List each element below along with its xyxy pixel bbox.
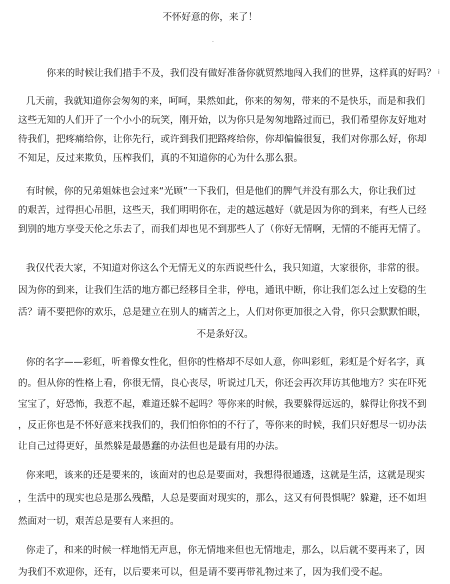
text-line: ，反正你也是不怀好意来找我们的，我们怕你怕的不行了，等你来的时候，我们只好想尽一切办法 xyxy=(18,420,427,431)
text-line: 的艰苦，过得担心吊胆，这些天，我们明明你在，走的越远越好（就是因为你的到来，有些人已经 xyxy=(18,205,427,216)
text-line: 让自己过得更好，虽然躲是最愚蠢的办法但也是最有用的办法。 xyxy=(18,441,285,452)
text-line: 你走了，和来的时候一样地悄无声息，你无情地来但也无情地走，那么，以后就不要再来了，因 xyxy=(26,545,426,556)
text-line: 这些无知的人们开了一个小小的玩笑，刚开始，以为你只是匆匆地路过而已，我们希望你友好地对 xyxy=(18,115,427,126)
text-line: 为我们不欢迎你，还有，以后要来可以，但是请不要再带礼物过来了，因为我们受不起。 xyxy=(18,567,389,578)
text-line: 活？请不要把你的欢乐，总是建立在别人的痛苦之上，人们对你更加很之入骨，你只会默默怕眼， xyxy=(18,307,427,318)
text-line: 宝宝了，好恐怖，我惹不起，难道还躲不起吗？等你来的时候，我要躲得远远的，躲得让你找不到 xyxy=(18,399,427,410)
text-line: 待我们，把疼痛给你，让你先行，或许到我们把路疼给你，你却偏偏很复，我们对你那么好，你却 xyxy=(18,134,427,145)
text-line: 的。但从你的性格上看，你很无情，良心丧尽，听说过几天，你还会再次拜访其他地方？实在吓死 xyxy=(18,378,427,389)
text-line: 几天前，我就知道你会匆匆的来，呵呵，果然如此，你来的匆匆，带来的不是快乐，而是和我们 xyxy=(26,96,426,107)
text-line: 你的名字——彩虹，听着像女性化，但你的性格却不尽如人意，你叫彩虹，彩虹是个好名字，真 xyxy=(26,357,426,368)
text-line: 因为你的到来，让我们生活的地方都已经移目全非，停电，通讯中断，你让我们怎么过上安稳的生 xyxy=(18,285,427,296)
document-title: 不怀好意的你，来了！ xyxy=(162,12,258,23)
text-line: 不知足，反过来欺负，压榨我们，真的不知道你的心为什么那么狠。 xyxy=(18,153,304,164)
paragraph-mark: . xyxy=(212,37,214,44)
paragraph-1: 你来的时候让我们措手不及，我们没有做好准备你就贸然地闯入我们的世界，这样真的好吗？ xyxy=(46,68,436,79)
text-line: 我仅代表大家，不知道对你这么个无情无义的东西说些什么，我只知道，大家很你，非常的很。 xyxy=(26,263,426,274)
text-line: 有时候，你的兄弟姐妹也会过来“光顾”一下我们，但是他们的脾气并没有那么大，你让我们过 xyxy=(26,186,416,197)
text-line: ，生活中的现实也总是那么残酷，人总是要面对现实的，那么，这又有何畏惧呢？躲避，还不如坦 xyxy=(18,493,427,504)
text-line: 然面对一切，艰苦总是要有人来担的。 xyxy=(18,516,180,527)
text-line: 到别的地方享受天伦之乐去了，而我们却也见不到那些人了（你好无情啊，无情的不能再无情了。 xyxy=(18,224,427,235)
text-line: 你来吧，该来的还是要来的，该面对的也总是要面对，我想得很通透，这就是生活，这就是现实 xyxy=(26,470,426,481)
paragraph-4-end: 不是条好汉。 xyxy=(196,329,254,340)
paragraph-mark: ⅰ xyxy=(438,69,440,76)
